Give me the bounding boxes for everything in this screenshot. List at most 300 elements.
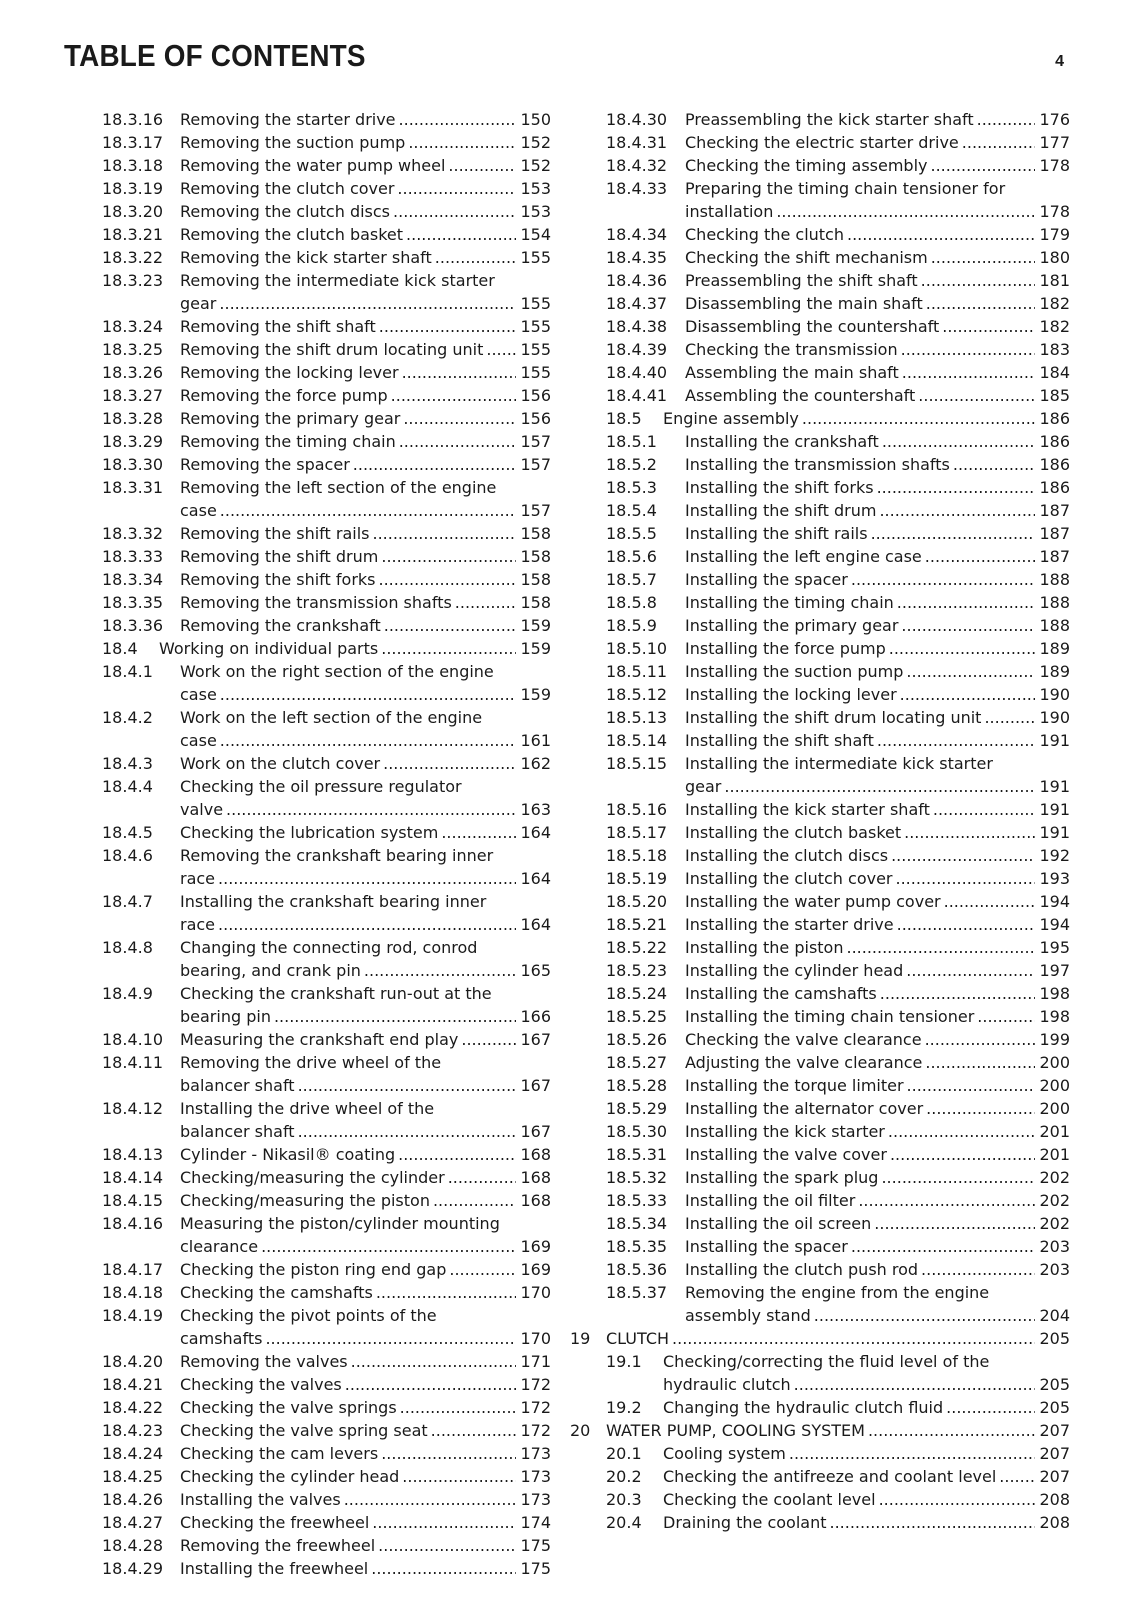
- toc-entry-page: 155: [516, 315, 551, 338]
- toc-entry-number: 18.5.31: [606, 1145, 668, 1164]
- toc-entry-page: 157: [516, 453, 551, 476]
- toc-entry[interactable]: [570, 867, 1070, 890]
- toc-entry-number: 18.4.23: [102, 1421, 164, 1440]
- toc-entry-title: Removing the left section of the engine case .....: [180, 476, 551, 522]
- toc-entry[interactable]: [570, 568, 1070, 591]
- toc-entry-page: 198: [1035, 1005, 1070, 1028]
- toc-entry-number: 18.5.29: [606, 1099, 668, 1118]
- toc-entry[interactable]: [570, 1189, 1070, 1212]
- toc-entry-page: 194: [1035, 913, 1070, 936]
- toc-entry-title: Cylinder - Nikasil® coating .....: [180, 1143, 551, 1166]
- toc-entry-title: Checking the valve spring seat .....: [180, 1419, 551, 1442]
- toc-entry-page: 205: [1035, 1373, 1070, 1396]
- toc-entry-title: Removing the kick starter shaft .....: [180, 246, 551, 269]
- toc-entry-number: 18.4.1: [102, 662, 153, 681]
- toc-entry-page: 201: [1035, 1143, 1070, 1166]
- toc-entry-number: 18.4.8: [102, 938, 153, 957]
- toc-entry-title: Installing the starter drive .....: [685, 913, 1070, 936]
- toc-entry-number: 18.5.26: [606, 1030, 668, 1049]
- toc-entry-page: 168: [516, 1143, 551, 1166]
- toc-entry-title: Adjusting the valve clearance .....: [685, 1051, 1070, 1074]
- toc-entry[interactable]: [570, 1396, 1070, 1419]
- toc-entry-page: 172: [516, 1419, 551, 1442]
- toc-entry[interactable]: [570, 706, 1070, 729]
- toc-entry[interactable]: [570, 1143, 1070, 1166]
- toc-entry[interactable]: [570, 131, 1070, 154]
- toc-entry-page: 177: [1035, 131, 1070, 154]
- toc-entry-number: 18.4.39: [606, 340, 668, 359]
- toc-entry[interactable]: [102, 315, 551, 338]
- toc-entry-title: Installing the water pump cover .....: [685, 890, 1070, 913]
- toc-entry-number: 18.3.35: [102, 593, 164, 612]
- toc-entry[interactable]: [102, 407, 551, 430]
- toc-entry-title: Checking the pivot points of the camshafts .....: [180, 1304, 551, 1350]
- toc-entry[interactable]: [102, 1189, 551, 1212]
- toc-entry-page: 161: [516, 729, 551, 752]
- toc-entry-number: 18.3.28: [102, 409, 164, 428]
- toc-entry-number: 18.4.5: [102, 823, 153, 842]
- toc-entry-page: 199: [1035, 1028, 1070, 1051]
- toc-entry[interactable]: [570, 177, 1070, 223]
- toc-entry-number: 18.3.17: [102, 133, 164, 152]
- toc-entry-page: 156: [516, 407, 551, 430]
- toc-entry-title: Installing the intermediate kick starter gear .....: [685, 752, 1070, 798]
- toc-entry[interactable]: [102, 177, 551, 200]
- toc-entry-number: 18.4.34: [606, 225, 668, 244]
- toc-entry-title: Installing the clutch push rod .....: [685, 1258, 1070, 1281]
- toc-left-column: [102, 108, 551, 1580]
- toc-entry-page: 168: [516, 1189, 551, 1212]
- toc-entry[interactable]: [102, 1488, 551, 1511]
- toc-entry[interactable]: [570, 338, 1070, 361]
- toc-entry[interactable]: [102, 591, 551, 614]
- toc-entry-number: 18.5: [606, 409, 642, 428]
- toc-entry[interactable]: [102, 890, 551, 936]
- toc-entry-page: 184: [1035, 361, 1070, 384]
- toc-entry[interactable]: [102, 384, 551, 407]
- toc-entry[interactable]: [570, 1028, 1070, 1051]
- toc-entry[interactable]: [570, 1419, 1070, 1442]
- toc-entry-page: 203: [1035, 1258, 1070, 1281]
- toc-entry[interactable]: [570, 1212, 1070, 1235]
- toc-entry-title: CLUTCH .....: [606, 1327, 1070, 1350]
- toc-entry-title: Installing the oil screen .....: [685, 1212, 1070, 1235]
- toc-entry-title: Draining the coolant .....: [663, 1511, 1070, 1534]
- toc-entry-title: Work on the left section of the engine case .....: [180, 706, 551, 752]
- toc-entry-title: Disassembling the main shaft .....: [685, 292, 1070, 315]
- toc-entry[interactable]: [570, 1258, 1070, 1281]
- toc-entry-number: 18.4.20: [102, 1352, 164, 1371]
- toc-entry-number: 18.4.19: [102, 1306, 164, 1325]
- toc-entry[interactable]: [570, 959, 1070, 982]
- toc-entry[interactable]: [570, 1350, 1070, 1396]
- toc-entry-number: 18.3.18: [102, 156, 164, 175]
- toc-entry[interactable]: [102, 223, 551, 246]
- toc-entry[interactable]: [102, 982, 551, 1028]
- toc-entry-number: 18.4.36: [606, 271, 668, 290]
- toc-entry[interactable]: [570, 223, 1070, 246]
- toc-entry[interactable]: [102, 1350, 551, 1373]
- toc-entry[interactable]: [102, 453, 551, 476]
- toc-entry[interactable]: [570, 1327, 1070, 1350]
- toc-entry-title: Removing the shift drum .....: [180, 545, 551, 568]
- toc-entry-title: Removing the shift drum locating unit .....: [180, 338, 551, 361]
- toc-entry[interactable]: [102, 1511, 551, 1534]
- toc-entry-page: 191: [1035, 821, 1070, 844]
- toc-entry-page: 162: [516, 752, 551, 775]
- toc-entry-number: 18.3.23: [102, 271, 164, 290]
- toc-entry[interactable]: [570, 315, 1070, 338]
- toc-entry-number: 18.5.21: [606, 915, 668, 934]
- toc-entry-page: 156: [516, 384, 551, 407]
- toc-entry-title: Installing the oil filter .....: [685, 1189, 1070, 1212]
- toc-entry-number: 18.4.32: [606, 156, 668, 175]
- toc-entry-number: 18.5.13: [606, 708, 668, 727]
- toc-entry-page: 186: [1035, 476, 1070, 499]
- toc-entry[interactable]: [102, 936, 551, 982]
- toc-entry-page: 176: [1035, 108, 1070, 131]
- toc-entry-page: 189: [1035, 660, 1070, 683]
- toc-entry[interactable]: [570, 1442, 1070, 1465]
- toc-entry-title: Installing the locking lever .....: [685, 683, 1070, 706]
- toc-entry[interactable]: [570, 660, 1070, 683]
- toc-entry-number: 18.4.40: [606, 363, 668, 382]
- toc-entry-page: 169: [516, 1235, 551, 1258]
- toc-entry-number: 18.3.27: [102, 386, 164, 405]
- toc-entry-page: 186: [1035, 453, 1070, 476]
- toc-entry[interactable]: [570, 637, 1070, 660]
- toc-entry-number: 18.3.24: [102, 317, 164, 336]
- toc-entry-title: Assembling the countershaft .....: [685, 384, 1070, 407]
- toc-entry-number: 18.5.14: [606, 731, 668, 750]
- toc-entry[interactable]: [102, 637, 551, 660]
- toc-entry[interactable]: [102, 1304, 551, 1350]
- toc-entry-page: 154: [516, 223, 551, 246]
- toc-entry[interactable]: [570, 798, 1070, 821]
- toc-entry-number: 18.4.37: [606, 294, 668, 313]
- toc-entry[interactable]: [570, 683, 1070, 706]
- toc-entry-number: 18.3.29: [102, 432, 164, 451]
- toc-entry-title: Installing the spacer .....: [685, 1235, 1070, 1258]
- toc-entry[interactable]: [102, 1281, 551, 1304]
- toc-entry[interactable]: [102, 1028, 551, 1051]
- toc-entry[interactable]: [570, 108, 1070, 131]
- toc-entry-number: 20.1: [606, 1444, 642, 1463]
- toc-entry[interactable]: [570, 752, 1070, 798]
- toc-entry-number: 18.4.31: [606, 133, 668, 152]
- toc-entry[interactable]: [102, 775, 551, 821]
- toc-entry[interactable]: [102, 1442, 551, 1465]
- toc-entry-title: Installing the shift drum locating unit .....: [685, 706, 1070, 729]
- toc-entry[interactable]: [102, 1051, 551, 1097]
- toc-entry[interactable]: [102, 1166, 551, 1189]
- toc-entry-page: 158: [516, 522, 551, 545]
- toc-entry[interactable]: [570, 522, 1070, 545]
- toc-entry[interactable]: [102, 1465, 551, 1488]
- toc-entry-title: Installing the valve cover .....: [685, 1143, 1070, 1166]
- toc-entry[interactable]: [102, 361, 551, 384]
- toc-entry-page: 208: [1035, 1511, 1070, 1534]
- toc-entry-title: Installing the shift forks .....: [685, 476, 1070, 499]
- toc-entry-number: 18.5.27: [606, 1053, 668, 1072]
- toc-entry-page: 187: [1035, 522, 1070, 545]
- toc-entry-number: 18.5.1: [606, 432, 657, 451]
- toc-entry[interactable]: [102, 1534, 551, 1557]
- toc-entry[interactable]: [102, 430, 551, 453]
- toc-entry-title: Checking the camshafts .....: [180, 1281, 551, 1304]
- toc-entry-number: 18.5.18: [606, 846, 668, 865]
- toc-entry[interactable]: [102, 522, 551, 545]
- toc-entry-page: 203: [1035, 1235, 1070, 1258]
- toc-entry-title: Checking the valves .....: [180, 1373, 551, 1396]
- toc-entry-title: Checking the cam levers .....: [180, 1442, 551, 1465]
- toc-entry[interactable]: [570, 1281, 1070, 1327]
- toc-entry-page: 171: [516, 1350, 551, 1373]
- toc-entry[interactable]: [102, 476, 551, 522]
- toc-entry[interactable]: [102, 545, 551, 568]
- toc-entry-number: 18.3.31: [102, 478, 164, 497]
- toc-entry[interactable]: [102, 154, 551, 177]
- toc-entry[interactable]: [102, 131, 551, 154]
- toc-entry-title: Removing the transmission shafts .....: [180, 591, 551, 614]
- toc-entry[interactable]: [570, 729, 1070, 752]
- toc-entry-page: 155: [516, 292, 551, 315]
- toc-entry-number: 18.5.34: [606, 1214, 668, 1233]
- toc-entry-number: 18.5.9: [606, 616, 657, 635]
- toc-entry-title: Removing the shift rails .....: [180, 522, 551, 545]
- toc-entry[interactable]: [102, 1143, 551, 1166]
- toc-entry-number: 18.5.11: [606, 662, 668, 681]
- toc-entry-page: 188: [1035, 591, 1070, 614]
- toc-entry-page: 173: [516, 1465, 551, 1488]
- toc-entry-page: 155: [516, 338, 551, 361]
- toc-entry-title: Installing the alternator cover .....: [685, 1097, 1070, 1120]
- toc-entry-page: 172: [516, 1373, 551, 1396]
- toc-entry-page: 155: [516, 246, 551, 269]
- toc-entry-number: 18.4.30: [606, 110, 668, 129]
- toc-entry-title: Installing the shift drum .....: [685, 499, 1070, 522]
- toc-entry[interactable]: [102, 1373, 551, 1396]
- toc-entry[interactable]: [570, 890, 1070, 913]
- toc-entry-title: Installing the timing chain tensioner .....: [685, 1005, 1070, 1028]
- toc-entry-number: 18.4.18: [102, 1283, 164, 1302]
- toc-entry-page: 178: [1035, 154, 1070, 177]
- toc-entry-page: 181: [1035, 269, 1070, 292]
- toc-entry-title: Removing the primary gear .....: [180, 407, 551, 430]
- toc-entry-number: 18.5.15: [606, 754, 668, 773]
- toc-entry-page: 208: [1035, 1488, 1070, 1511]
- toc-entry-page: 169: [516, 1258, 551, 1281]
- toc-entry[interactable]: [570, 1074, 1070, 1097]
- toc-entry-title: Checking/measuring the cylinder .....: [180, 1166, 551, 1189]
- toc-entry-page: 202: [1035, 1189, 1070, 1212]
- toc-entry-number: 18.4.22: [102, 1398, 164, 1417]
- toc-entry-page: 167: [516, 1120, 551, 1143]
- toc-entry-number: 18.4.26: [102, 1490, 164, 1509]
- toc-entry-title: Removing the engine from the engine assembly stand .....: [685, 1281, 1070, 1327]
- toc-entry-page: 202: [1035, 1212, 1070, 1235]
- toc-entry-number: 18.5.23: [606, 961, 668, 980]
- toc-entry-title: Checking the timing assembly .....: [685, 154, 1070, 177]
- toc-entry[interactable]: [570, 1235, 1070, 1258]
- toc-entry-title: Engine assembly .....: [663, 407, 1070, 430]
- toc-entry[interactable]: [570, 1120, 1070, 1143]
- toc-entry[interactable]: [570, 1511, 1070, 1534]
- toc-entry-title: Working on individual parts .....: [159, 637, 551, 660]
- toc-entry[interactable]: [570, 913, 1070, 936]
- toc-entry-page: 173: [516, 1442, 551, 1465]
- toc-entry-title: Checking the valve springs .....: [180, 1396, 551, 1419]
- toc-entry-number: 18.3.16: [102, 110, 164, 129]
- toc-entry-number: 18.5.16: [606, 800, 668, 819]
- toc-entry-title: Removing the clutch discs .....: [180, 200, 551, 223]
- toc-entry[interactable]: [570, 430, 1070, 453]
- toc-entry[interactable]: [570, 844, 1070, 867]
- toc-entry[interactable]: [102, 1258, 551, 1281]
- toc-entry-number: 18.5.3: [606, 478, 657, 497]
- toc-entry-number: 18.4.9: [102, 984, 153, 1003]
- toc-entry[interactable]: [570, 1051, 1070, 1074]
- toc-entry[interactable]: [570, 407, 1070, 430]
- toc-entry-page: 153: [516, 200, 551, 223]
- toc-entry-number: 20.2: [606, 1467, 642, 1486]
- toc-entry[interactable]: [570, 361, 1070, 384]
- toc-entry[interactable]: [570, 154, 1070, 177]
- toc-entry[interactable]: [102, 1097, 551, 1143]
- toc-entry[interactable]: [102, 269, 551, 315]
- toc-entry-title: Work on the right section of the engine case .....: [180, 660, 551, 706]
- toc-entry-title: Installing the spark plug .....: [685, 1166, 1070, 1189]
- toc-entry-title: Removing the spacer .....: [180, 453, 551, 476]
- toc-entry[interactable]: [570, 936, 1070, 959]
- toc-entry-page: 158: [516, 545, 551, 568]
- toc-entry-page: 164: [516, 913, 551, 936]
- toc-entry-page: 170: [516, 1327, 551, 1350]
- toc-entry-title: Installing the timing chain .....: [685, 591, 1070, 614]
- toc-entry[interactable]: [102, 614, 551, 637]
- toc-entry-title: Removing the valves .....: [180, 1350, 551, 1373]
- toc-entry[interactable]: [102, 752, 551, 775]
- toc-entry-page: 190: [1035, 706, 1070, 729]
- toc-entry[interactable]: [102, 1419, 551, 1442]
- toc-entry-page: 182: [1035, 292, 1070, 315]
- toc-entry-title: Removing the crankshaft bearing inner race .....: [180, 844, 551, 890]
- toc-entry[interactable]: [102, 108, 551, 131]
- toc-entry-number: 18.4.12: [102, 1099, 164, 1118]
- toc-entry-title: Checking the piston ring end gap .....: [180, 1258, 551, 1281]
- toc-entry-title: Removing the timing chain .....: [180, 430, 551, 453]
- toc-entry-title: Installing the transmission shafts .....: [685, 453, 1070, 476]
- toc-entry-number: 18.3.32: [102, 524, 164, 543]
- toc-entry-title: Installing the freewheel .....: [180, 1557, 551, 1580]
- toc-entry[interactable]: [570, 499, 1070, 522]
- toc-entry-title: Removing the clutch basket .....: [180, 223, 551, 246]
- toc-entry-title: Installing the clutch discs .....: [685, 844, 1070, 867]
- toc-entry-page: 200: [1035, 1097, 1070, 1120]
- toc-entry-number: 18.5.19: [606, 869, 668, 888]
- toc-entry[interactable]: [102, 706, 551, 752]
- toc-entry-title: Checking the oil pressure regulator valve .....: [180, 775, 551, 821]
- toc-entry-number: 18.5.28: [606, 1076, 668, 1095]
- toc-entry-number: 18.3.21: [102, 225, 164, 244]
- toc-entry[interactable]: [102, 660, 551, 706]
- toc-entry-number: 18.4.24: [102, 1444, 164, 1463]
- toc-entry-number: 18.5.12: [606, 685, 668, 704]
- toc-entry[interactable]: [570, 821, 1070, 844]
- toc-entry-page: 202: [1035, 1166, 1070, 1189]
- toc-entry-title: Removing the freewheel .....: [180, 1534, 551, 1557]
- toc-entry[interactable]: [102, 568, 551, 591]
- toc-entry-page: 159: [516, 614, 551, 637]
- toc-entry-number: 18.4.29: [102, 1559, 164, 1578]
- toc-entry-number: 18.5.35: [606, 1237, 668, 1256]
- toc-entry[interactable]: [570, 545, 1070, 568]
- toc-entry[interactable]: [102, 1396, 551, 1419]
- toc-entry-number: 18.4.41: [606, 386, 668, 405]
- toc-entry[interactable]: [570, 982, 1070, 1005]
- toc-entry-title: Checking the valve clearance .....: [685, 1028, 1070, 1051]
- toc-entry[interactable]: [570, 246, 1070, 269]
- toc-entry[interactable]: [102, 246, 551, 269]
- toc-entry[interactable]: [570, 1166, 1070, 1189]
- toc-entry-title: Installing the clutch cover .....: [685, 867, 1070, 890]
- toc-entry-page: 186: [1035, 430, 1070, 453]
- toc-entry[interactable]: [570, 591, 1070, 614]
- toc-entry[interactable]: [102, 821, 551, 844]
- toc-entry[interactable]: [570, 384, 1070, 407]
- toc-entry-page: 205: [1035, 1327, 1070, 1350]
- toc-entry[interactable]: [570, 453, 1070, 476]
- toc-entry-page: 178: [1035, 200, 1070, 223]
- toc-entry-number: 18.5.4: [606, 501, 657, 520]
- toc-entry-number: 18.4.6: [102, 846, 153, 865]
- toc-entry[interactable]: [570, 1097, 1070, 1120]
- toc-entry[interactable]: [102, 338, 551, 361]
- toc-entry-page: 163: [516, 798, 551, 821]
- toc-entry[interactable]: [102, 200, 551, 223]
- toc-entry-number: 18.4.4: [102, 777, 153, 796]
- toc-entry-number: 18.4.38: [606, 317, 668, 336]
- toc-entry-number: 18.4.10: [102, 1030, 164, 1049]
- toc-entry-number: 18.4.21: [102, 1375, 164, 1394]
- toc-entry-number: 18.4.15: [102, 1191, 164, 1210]
- toc-entry[interactable]: [102, 1212, 551, 1258]
- toc-entry-page: 186: [1035, 407, 1070, 430]
- toc-entry[interactable]: [570, 1465, 1070, 1488]
- toc-entry[interactable]: [570, 476, 1070, 499]
- toc-entry-page: 153: [516, 177, 551, 200]
- toc-entry-title: Removing the starter drive .....: [180, 108, 551, 131]
- toc-entry-title: Checking the coolant level .....: [663, 1488, 1070, 1511]
- toc-entry[interactable]: [570, 1488, 1070, 1511]
- toc-entry-title: Installing the piston .....: [685, 936, 1070, 959]
- toc-entry[interactable]: [570, 292, 1070, 315]
- toc-entry-number: 18.5.17: [606, 823, 668, 842]
- toc-entry-number: 18.4.3: [102, 754, 153, 773]
- toc-entry[interactable]: [102, 1557, 551, 1580]
- toc-entry-page: 195: [1035, 936, 1070, 959]
- toc-entry[interactable]: [570, 614, 1070, 637]
- toc-entry-page: 197: [1035, 959, 1070, 982]
- toc-entry[interactable]: [570, 1005, 1070, 1028]
- page-number: 4: [1055, 53, 1064, 70]
- toc-entry[interactable]: [102, 844, 551, 890]
- toc-entry-number: 18.5.24: [606, 984, 668, 1003]
- toc-entry-page: 188: [1035, 568, 1070, 591]
- toc-entry[interactable]: [570, 269, 1070, 292]
- toc-entry-page: 158: [516, 591, 551, 614]
- toc-entry-page: 167: [516, 1074, 551, 1097]
